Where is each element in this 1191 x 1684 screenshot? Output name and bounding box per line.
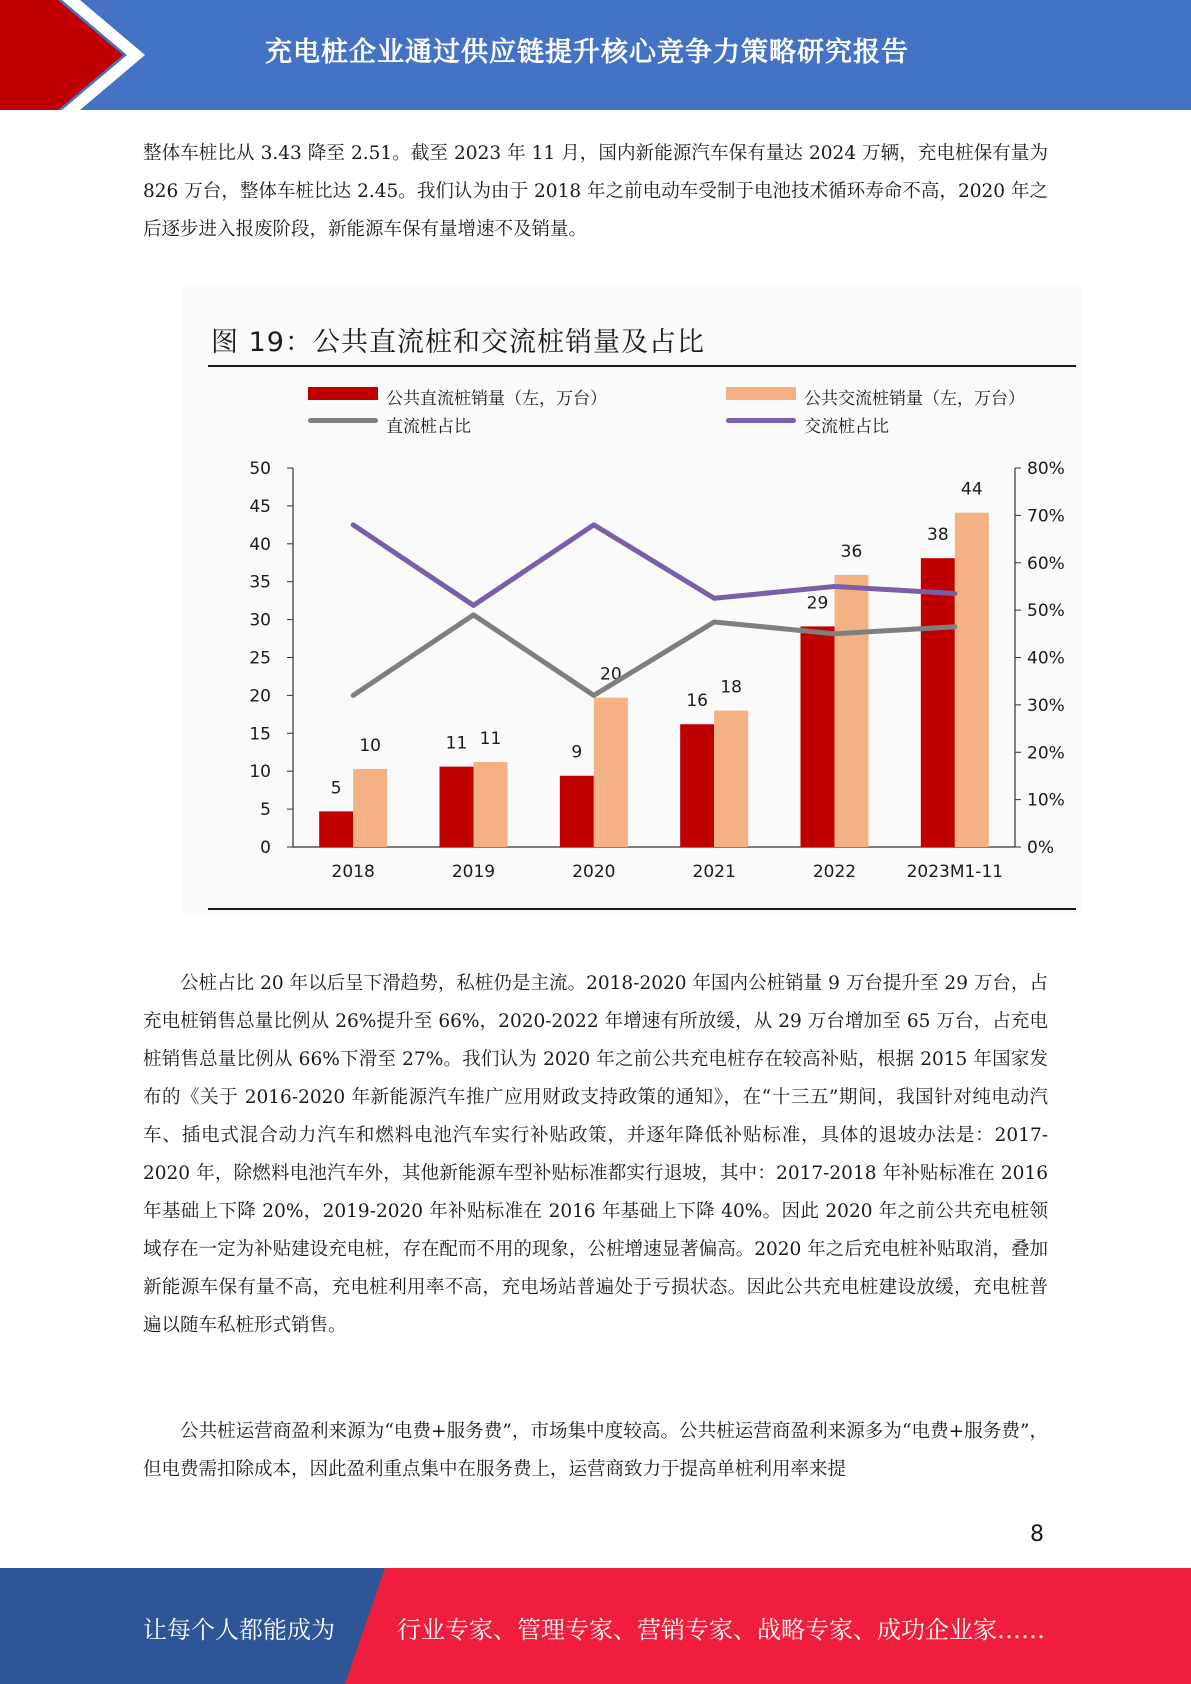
x-tick-label: 2022	[812, 862, 857, 882]
data-label-dc-sales: 38	[927, 525, 949, 546]
header-title: 充电桩企业通过供应链提升核心竞争力策略研究报告	[265, 37, 909, 68]
x-tick-label: 2023M1-11	[906, 862, 1004, 882]
left-tick-label: 45	[249, 496, 271, 517]
page-number: 8	[1030, 1522, 1044, 1547]
right-tick-label: 10%	[1027, 790, 1065, 811]
footer-slogan-right: 行业专家、管理专家、营销专家、战略专家、成功企业家……	[397, 1616, 1045, 1644]
bar-dc-sales	[560, 776, 594, 847]
right-tick-label: 80%	[1027, 459, 1065, 479]
left-tick-label: 10	[249, 762, 271, 783]
data-label-ac-sales: 36	[840, 541, 863, 562]
footer-slogan-left: 让每个人都能成为	[143, 1616, 335, 1644]
bar-dc-sales	[801, 626, 835, 847]
x-tick-label: 2020	[572, 862, 616, 882]
right-tick-label: 70%	[1027, 506, 1065, 527]
bar-ac-sales	[714, 711, 748, 847]
bar-dc-sales	[319, 811, 353, 847]
legend-label-ac-sales: 公共交流桩销量（左，万台）	[804, 389, 1025, 409]
figure-19	[183, 285, 1081, 913]
x-tick-label: 2018	[331, 862, 375, 882]
data-label-dc-sales: 11	[445, 733, 468, 754]
bar-ac-sales	[955, 513, 989, 847]
bar-dc-sales	[440, 767, 474, 847]
data-label-ac-sales: 20	[600, 664, 622, 685]
figure-bottom-rule	[208, 908, 1076, 910]
paragraph-1: 整体车桩比从 3.43 降至 2.51。截至 2023 年 11 月，国内新能源汽车保有量达 2024 万辆，充电桩保有量为 826 万台，整体车桩比达 2.45。我们认为由于 2018 年之前电动车受制于电池技术循环寿命不高，2020 年之后逐步进入报废阶段，新能源车保有量增速不及销量。	[143, 143, 1048, 240]
left-tick-label: 50	[249, 459, 271, 479]
data-label-dc-sales: 16	[686, 691, 708, 712]
legend-label-ac-share: 交流桩占比	[804, 417, 889, 437]
legend-label-dc-share: 直流桩占比	[386, 417, 471, 437]
right-tick-label: 50%	[1027, 601, 1065, 622]
right-tick-label: 0%	[1027, 838, 1054, 858]
header-arrow-icon	[0, 0, 160, 110]
data-label-ac-sales: 18	[720, 677, 742, 698]
bar-ac-sales	[474, 762, 508, 847]
left-tick-label: 0	[260, 838, 271, 858]
paragraph-3: 公共桩运营商盈利来源为“电费+服务费”，市场集中度较高。公共桩运营商盈利来源多为“电费+服务费”，但电费需扣除成本，因此盈利重点集中在服务费上，运营商致力于提高单桩利用率来提	[143, 1421, 1048, 1480]
data-label-dc-sales: 9	[571, 742, 583, 763]
page-header	[0, 0, 1191, 110]
legend-label-dc-sales: 公共直流桩销量（左，万台）	[386, 389, 607, 409]
left-tick-label: 15	[249, 724, 271, 745]
x-tick-label: 2019	[451, 862, 496, 882]
left-tick-label: 5	[260, 800, 271, 821]
chart-canvas	[183, 285, 1081, 913]
right-tick-label: 60%	[1027, 553, 1065, 574]
bar-dc-sales	[921, 558, 955, 847]
left-tick-label: 25	[249, 648, 271, 669]
data-label-ac-sales: 44	[961, 479, 983, 500]
bar-ac-sales	[835, 575, 869, 847]
left-tick-label: 35	[249, 572, 271, 593]
page-footer	[0, 1568, 1191, 1684]
data-label-dc-sales: 29	[806, 593, 829, 614]
figure-title: 图 19：公共直流桩和交流桩销量及占比	[211, 327, 705, 358]
paragraph-2: 公桩占比 20 年以后呈下滑趋势，私桩仍是主流。2018-2020 年国内公桩销量 9 万台提升至 29 万台，占充电桩销售总量比例从 26%提升至 66%，2020-2022 年增速有所放缓，从 29 万台增加至 65 万台，占充电桩销售总量比例从 66%下滑至 27%。我们认为 2020 年之前公共充电桩存在较高补贴，根据 2015 年国家发布的《关于 2016-2020 年新能源汽车推广应用财政支持政策的通知》，在“十三五”期间，我国针对纯电动汽车、插电式混合动力汽车和燃料电池汽车实行补贴政策，并逐年降低补贴标准，具体的退坡办法是：2017-2020 年，除燃料电池汽车外，其他新能源车型补贴标准都实行退坡，其中：2017-2018 年补贴标准在 2016 年基础上下降 20%，2019-2020 年补贴标准在 2016 年基础上下降 40%。因此 2020 年之前公共充电桩领域存在一定为补贴建设充电桩，存在配而不用的现象，公桩增速显著偏高。2020 年之后充电桩补贴取消，叠加新能源车保有量不高，充电桩利用率不高，充电场站普遍处于亏损状态。因此公共充电桩建设放缓，充电桩普遍以随车私桩形式销售。	[143, 973, 1048, 1336]
left-tick-label: 30	[249, 610, 271, 631]
data-label-ac-sales: 10	[359, 735, 381, 756]
x-tick-label: 2021	[692, 862, 736, 882]
left-tick-label: 40	[249, 534, 271, 555]
bar-dc-sales	[680, 724, 714, 847]
right-tick-label: 20%	[1027, 743, 1065, 764]
data-label-ac-sales: 11	[479, 729, 502, 750]
bar-ac-sales	[594, 698, 628, 847]
bar-ac-sales	[353, 769, 387, 847]
left-tick-label: 20	[249, 686, 271, 707]
right-tick-label: 40%	[1027, 648, 1065, 669]
right-tick-label: 30%	[1027, 695, 1065, 716]
data-label-dc-sales: 5	[330, 778, 342, 799]
